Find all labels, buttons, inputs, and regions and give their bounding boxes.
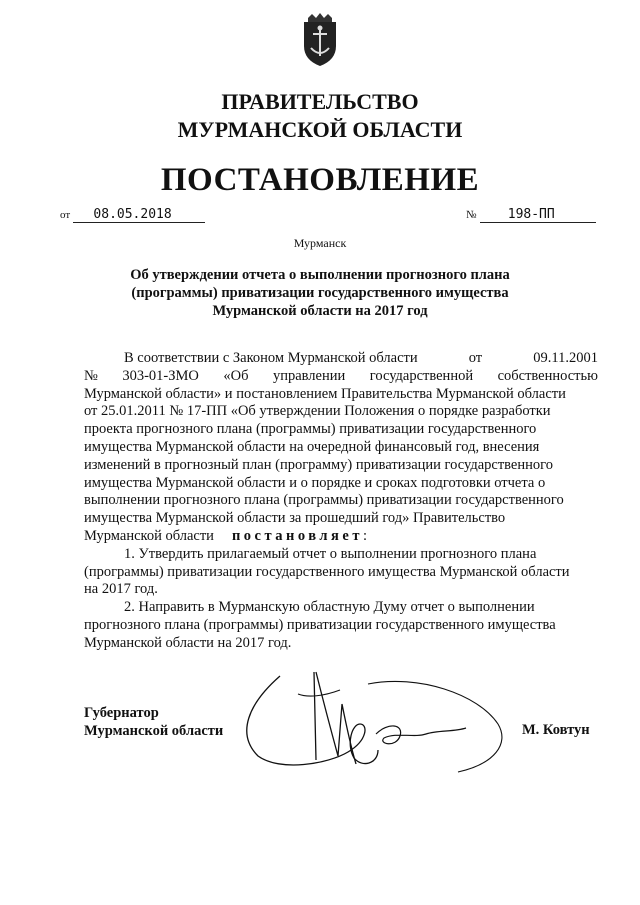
body-word: 09.11.2001 <box>533 350 598 366</box>
body-text: имущества Мурманской области и о порядке и сроках подготовки отчета о <box>84 474 546 491</box>
body-word: от <box>468 350 483 366</box>
body-word: собственностью <box>497 367 598 384</box>
subject-line-2: (программы) приватизации государственного имущества <box>131 285 509 301</box>
body-text: (программы) приватизации государственного имущества Мурманской области <box>84 563 570 580</box>
body-word: «Об <box>223 367 249 384</box>
signatory-name: М. Ковтун <box>522 722 590 738</box>
decree-word: постановляет <box>231 527 363 544</box>
body-word: управлении <box>272 367 346 384</box>
body-word: государственной <box>369 367 474 384</box>
body-text: прогнозного плана (программы) приватизации государственного имущества <box>84 616 556 633</box>
body-line <box>84 386 598 404</box>
body-text: выполнении прогнозного плана (программы) приватизации государственного <box>84 492 564 509</box>
org-line-2: МУРМАНСКОЙ ОБЛАСТИ <box>177 117 463 142</box>
government-title <box>0 88 640 144</box>
body-line <box>84 510 598 528</box>
org-line-1: ПРАВИТЕЛЬСТВО <box>221 89 419 114</box>
body-text: проекта прогнозного плана (программы) приватизации государственного <box>84 421 537 438</box>
number-value: 198-ПП <box>480 207 596 223</box>
body-word: № <box>84 367 98 384</box>
body-line <box>84 546 598 564</box>
city: Мурманск <box>293 236 347 250</box>
position-line-2: Мурманской области <box>84 723 224 739</box>
subject-line-3: Мурманской области на 2017 год <box>212 303 428 319</box>
handwritten-signature <box>228 664 528 784</box>
body-line <box>84 439 598 457</box>
body-line <box>84 492 598 510</box>
body-text: изменений в прогнозный план (программу) приватизации государственного <box>84 456 553 473</box>
body-word: 303-01-ЗМО <box>122 367 199 384</box>
body-line <box>84 403 598 421</box>
body-line <box>84 350 598 368</box>
body-line <box>84 564 598 582</box>
body-line <box>84 475 598 493</box>
date-field <box>60 206 205 223</box>
body-text: на 2017 год. <box>84 581 158 598</box>
document-type: ПОСТАНОВЛЕНИЕ <box>160 162 480 198</box>
body-line <box>84 368 598 386</box>
body-text: имущества Мурманской области на очередной финансовый год, внесения <box>84 438 540 455</box>
body-text: 1. Утвердить прилагаемый отчет о выполнении прогнозного плана <box>124 545 537 562</box>
body-line <box>84 599 598 617</box>
body-text: Мурманской области» и постановлением Правительства Мурманской области <box>84 385 566 402</box>
date-value: 08.05.2018 <box>73 207 205 223</box>
coat-of-arms-icon <box>298 12 342 68</box>
body-word: В соответствии с Законом Мурманской области <box>124 350 418 366</box>
body-text: от 25.01.2011 № 17-ПП «Об утверждении Положения о порядке разработки <box>84 403 551 420</box>
body-line <box>84 421 598 439</box>
body-text: Мурманской области <box>84 527 214 544</box>
number-label: № <box>466 209 477 221</box>
body-line <box>84 581 598 599</box>
body-line <box>84 528 598 546</box>
document-subject <box>100 266 540 320</box>
body-text: 2. Направить в Мурманскую областную Думу отчет о выполнении <box>124 599 535 616</box>
body-line <box>84 457 598 475</box>
subject-line-1: Об утверждении отчета о выполнении прогнозного плана <box>130 267 510 283</box>
body-text: Мурманской области на 2017 год. <box>84 634 292 651</box>
date-label: от <box>60 209 71 221</box>
decree-colon: : <box>362 527 367 544</box>
signatory-position <box>84 704 223 740</box>
body-line <box>84 617 598 635</box>
number-field <box>466 206 596 223</box>
body-text: имущества Мурманской области за прошедший год» Правительство <box>84 510 506 527</box>
body-line <box>84 635 598 653</box>
position-line-1: Губернатор <box>84 705 159 721</box>
document-body <box>84 350 598 653</box>
